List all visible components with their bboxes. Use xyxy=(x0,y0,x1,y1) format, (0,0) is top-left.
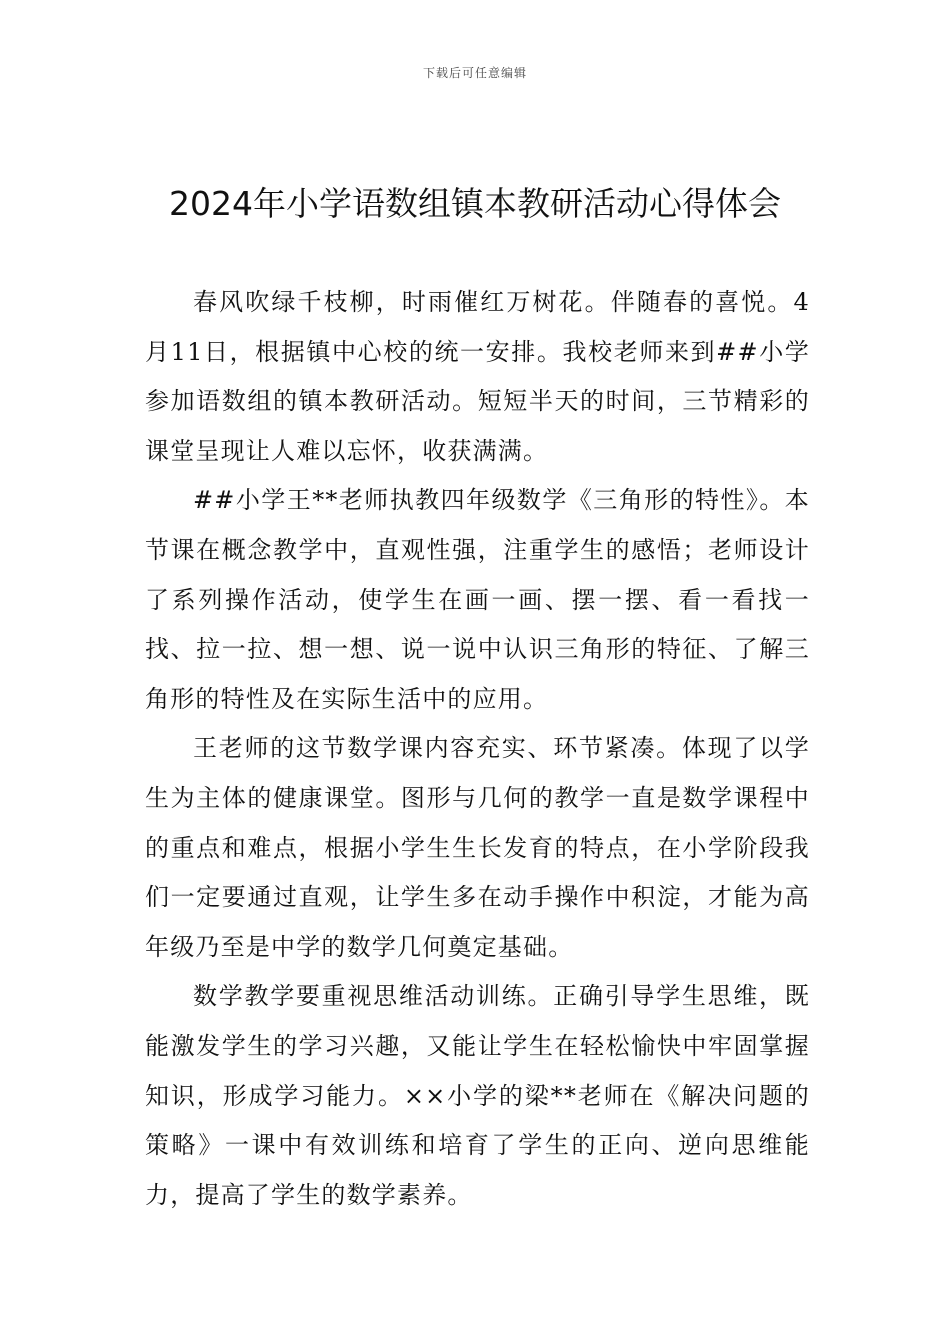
header-note: 下载后可任意编辑 xyxy=(422,66,527,80)
document-body xyxy=(145,278,810,1220)
paragraph-4: 数学教学要重视思维活动训练。正确引导学生思维，既能激发学生的学习兴趣，又能让学生在轻松愉快中牢固掌握知识，形成学习能力。××小学的梁**老师在《解决问题的策略》一课中有效训练和培育了学生的正向、逆向思维能力，提高了学生的数学素养。 xyxy=(145,982,810,1209)
paragraph-2: ##小学王**老师执教四年级数学《三角形的特性》。本节课在概念教学中，直观性强，注重学生的感悟；老师设计了系列操作活动，使学生在画一画、摆一摆、看一看找一找、拉一拉、想一想、说一说中认识三角形的特征、了解三角形的特性及在实际生活中的应用。 xyxy=(145,486,810,713)
paragraph-1: 春风吹绿千枝柳，时雨催红万树花。伴随春的喜悦。4月11日，根据镇中心校的统一安排。我校老师来到##小学参加语数组的镇本教研活动。短短半天的时间，三节精彩的课堂呈现让人难以忘怀，收获满满。 xyxy=(145,288,810,465)
paragraph-3: 王老师的这节数学课内容充实、环节紧凑。体现了以学生为主体的健康课堂。图形与几何的教学一直是数学课程中的重点和难点，根据小学生生长发育的特点，在小学阶段我们一定要通过直观，让学生多在动手操作中积淀，才能为高年级乃至是中学的数学几何奠定基础。 xyxy=(145,734,810,961)
document-title: 2024年小学语数组镇本教研活动心得体会 xyxy=(169,184,781,223)
